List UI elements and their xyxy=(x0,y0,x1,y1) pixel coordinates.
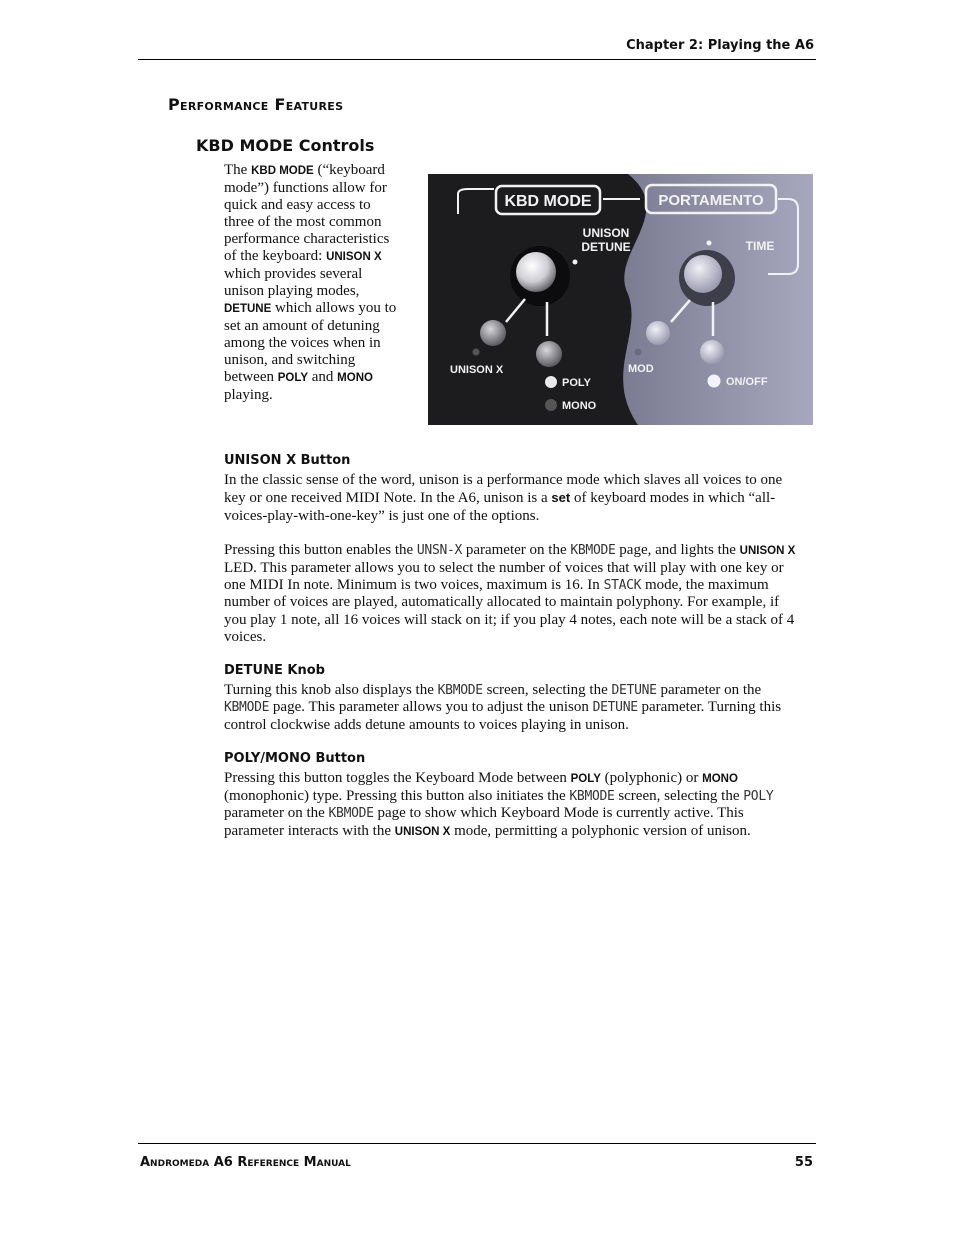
intro-text: The xyxy=(224,162,252,178)
keyword: POLY xyxy=(277,372,308,384)
lcd-parameter: DETUNE xyxy=(592,700,638,716)
keyword: POLY xyxy=(570,773,601,786)
intro-text: and xyxy=(308,369,338,385)
mod-button xyxy=(646,321,670,345)
text: LED. This parameter allows you to select the number of voices that will play with one key or one MIDI In note. Minimum is two voices, maximum is 16. In xyxy=(224,560,784,594)
lcd-parameter: KBMODE xyxy=(437,683,483,699)
poly-mono-button xyxy=(536,341,562,367)
unison-x-heading: UNISON X Button xyxy=(224,453,351,468)
keyword: MONO xyxy=(337,372,373,384)
panel-on-off-label: ON/OFF xyxy=(726,376,768,388)
footer-title: Andromeda A6 Reference Manual xyxy=(140,1155,351,1170)
detune-paragraph xyxy=(224,682,804,734)
keyword: set xyxy=(551,490,571,506)
lcd-parameter: KBMODE xyxy=(569,789,615,805)
detune-knob xyxy=(516,252,556,292)
unison-paragraph-1 xyxy=(224,472,804,525)
section-title: Performance Features xyxy=(168,95,344,114)
footer-rule xyxy=(138,1143,816,1144)
panel-unison-x-label: UNISON X xyxy=(450,364,504,376)
text: parameter on the xyxy=(224,805,329,822)
body-text xyxy=(224,452,804,841)
text: page, and lights the xyxy=(615,541,740,558)
text: In the classic sense of the word, unison is a performance mode which slaves all voices to one key or one received MIDI Note. In the A6, unison is a xyxy=(224,472,783,507)
text: mode, permitting a polyphonic version of unison. xyxy=(450,822,751,839)
keyword: DETUNE xyxy=(224,303,272,315)
detune-heading: DETUNE Knob xyxy=(224,663,325,679)
unison-paragraph-2 xyxy=(224,542,804,646)
intro-text: (“keyboard mode”) functions allow for quick and easy access to three of the most common performance characteristics of the keyboard: xyxy=(224,162,390,264)
panel-mod-label: MOD xyxy=(628,363,654,375)
header-rule xyxy=(138,59,816,60)
intro-text: which allows you to set an amount of detuning among the voices when in unison, and switching between xyxy=(224,300,397,385)
text: screen, selecting the xyxy=(614,788,744,805)
keyword: UNISON X xyxy=(394,825,451,838)
lcd-parameter: DETUNE xyxy=(611,683,657,699)
text: Pressing this button enables the xyxy=(224,541,417,558)
poly-mono-paragraph xyxy=(224,770,804,841)
intro-paragraph xyxy=(224,162,404,404)
text: mode, the maximum number of voices are played, automatically allocated to maintain polyphony. For example, if you play 1 note, all 16 voices will stack on it; if you play 4 notes, each note will be a stack of 4 voices. xyxy=(224,577,795,645)
lcd-parameter: POLY xyxy=(743,789,774,805)
text: page. This parameter allows you to adjust the unison xyxy=(269,699,593,716)
text: parameter. Turning this control clockwise adds detune amounts to voices playing in unison. xyxy=(224,699,782,733)
keyword: KBD MODE xyxy=(251,165,314,177)
poly-mono-heading: POLY/MONO Button xyxy=(224,750,366,766)
lcd-parameter: KBMODE xyxy=(224,700,270,716)
text: parameter on the xyxy=(462,541,571,558)
text: (monophonic) type. Pressing this button also initiates the xyxy=(224,788,570,805)
panel-unison-label: UNISON xyxy=(582,226,630,240)
panel-poly-label: POLY xyxy=(562,377,591,389)
panel-portamento-label: PORTAMENTO xyxy=(658,192,764,209)
kbd-mode-panel-photo xyxy=(428,174,813,425)
panel-mono-label: MONO xyxy=(562,400,597,412)
text: page to show which Keyboard Mode is currently active. This parameter interacts with the xyxy=(224,805,744,839)
text: Pressing this button toggles the Keyboard Mode between xyxy=(224,770,571,787)
intro-text: which provides several unison playing modes, xyxy=(224,266,363,299)
text: of keyboard modes in which “all-voices-play-with-one-key” is just one of the options. xyxy=(224,490,776,524)
portamento-on-off-button xyxy=(700,340,724,364)
lcd-parameter: KBMODE xyxy=(570,542,616,558)
keyword: MONO xyxy=(702,773,738,786)
text: parameter on the xyxy=(656,682,762,699)
panel-detune-label: DETUNE xyxy=(581,240,631,254)
intro-text: playing. xyxy=(224,387,273,403)
lcd-parameter: KBMODE xyxy=(328,806,374,822)
time-knob xyxy=(684,255,722,293)
page-number: 55 xyxy=(794,1155,813,1170)
keyword: UNISON X xyxy=(739,544,796,557)
lcd-parameter: STACK xyxy=(603,578,642,594)
panel-time-label: TIME xyxy=(745,239,775,253)
keyword: UNISON X xyxy=(326,251,382,263)
text: screen, selecting the xyxy=(482,682,612,699)
panel-kbd-mode-label: KBD MODE xyxy=(504,193,592,210)
unison-x-button xyxy=(480,320,506,346)
subsection-title: KBD MODE Controls xyxy=(196,136,375,155)
running-header: Chapter 2: Playing the A6 xyxy=(626,38,814,53)
text: Turning this knob also displays the xyxy=(224,682,438,699)
text: (polyphonic) or xyxy=(600,770,703,787)
lcd-parameter: UNSN-X xyxy=(416,542,463,558)
